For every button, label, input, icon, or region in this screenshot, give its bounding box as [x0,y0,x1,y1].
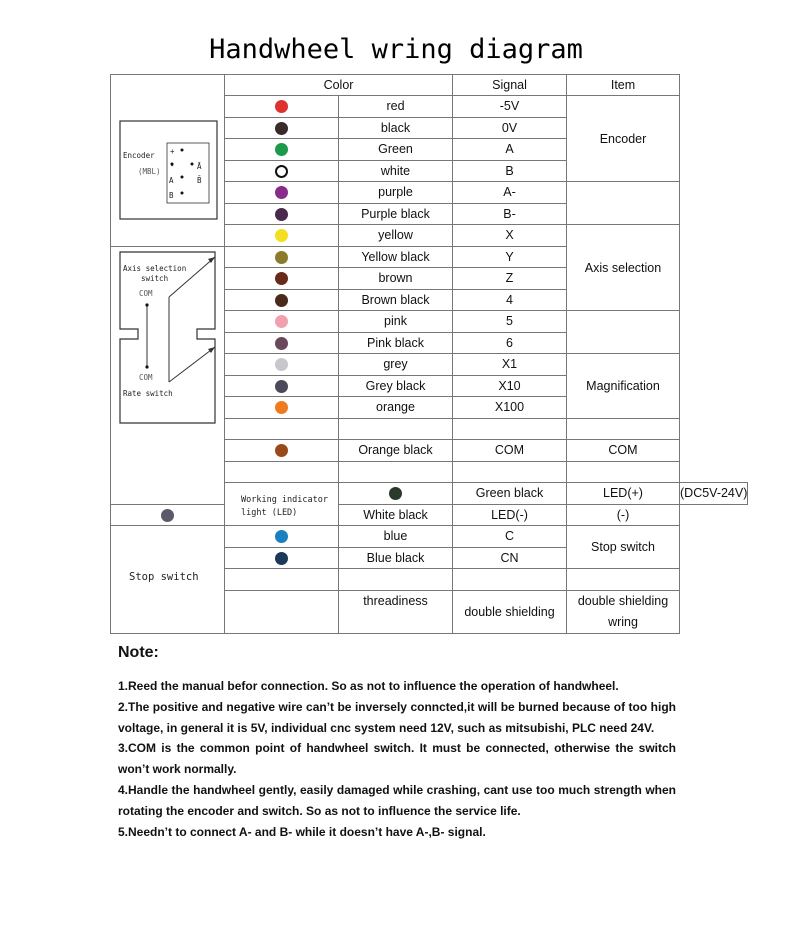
color-name: Pink black [339,332,453,354]
swatch-cell [225,117,339,139]
color-name: Blue black [339,547,453,569]
empty-cell [453,418,567,440]
group-magnification: Magnification [567,354,680,419]
signal: X10 [453,375,567,397]
yellow-black-wire-dot [275,251,288,264]
axis-com-top: COM [139,288,153,298]
empty-cell [453,569,567,591]
color-name: black [339,117,453,139]
pink-wire-dot [275,315,288,328]
color-name: brown [339,268,453,290]
note-title: Note: [118,644,159,661]
yellow-wire-dot [275,229,288,242]
item-empty [567,182,680,225]
working-indicator-label-2: light (LED) [241,508,298,518]
color-name: Yellow black [339,246,453,268]
signal: X1 [453,354,567,376]
empty-cell [339,569,453,591]
header-color: Color [225,75,453,96]
axis-diagram-label: Axis selection [123,263,187,273]
encoder-plus-label: + [170,146,175,156]
signal: LED(+) [567,483,680,505]
group-encoder: Encoder [567,96,680,182]
signal: double shielding [453,590,567,633]
swatch-cell [225,526,339,548]
encoder-b-label: B [169,190,174,200]
color-name: Green black [453,483,567,505]
signal: LED(-) [453,504,567,526]
signal: B- [453,203,567,225]
swatch-cell [225,139,339,161]
swatch-cell [225,160,339,182]
encoder-diagram-cell [111,75,225,247]
axis-diagram-label-2: switch [141,273,169,283]
note-item: 1.Reed the manual befor connection. So as not to influence the operation of handwheel. [118,679,619,693]
color-name: pink [339,311,453,333]
item-empty [567,311,680,354]
stop-switch-diagram-cell [111,526,225,634]
swatch-cell [225,289,339,311]
header-signal: Signal [453,75,567,96]
empty-cell [225,590,339,633]
empty-cell [339,418,453,440]
rate-switch-label: Rate switch [123,388,173,398]
working-indicator-cell [225,483,339,526]
swatch-cell [225,547,339,569]
color-name: Green [339,139,453,161]
swatch-cell [225,440,339,462]
empty-cell [567,418,680,440]
white-wire-dot [275,165,288,178]
table-row [111,504,748,526]
swatch-cell [225,375,339,397]
empty-cell [225,461,339,483]
group-axis-selection: Axis selection [567,225,680,311]
axis-com-bottom: COM [139,372,153,382]
item [567,590,680,633]
signal: B [453,160,567,182]
encoder-a-label: A [169,175,174,185]
item: (DC5V-24V) [680,483,748,505]
pink-black-wire-dot [275,337,288,350]
color-name: blue [339,526,453,548]
empty-cell [225,569,339,591]
page-title: Handwheel wring diagram [209,34,583,65]
note-item: 3.COM is the common point of handwheel switch. It must be connected, otherwise the switch won’t work normally. [118,741,676,777]
color-name: grey [339,354,453,376]
brown-wire-dot [275,272,288,285]
signal: Z [453,268,567,290]
color-name: purple [339,182,453,204]
green-black-wire-dot [389,487,402,500]
blue-black-wire-dot [275,552,288,565]
swatch-cell [225,225,339,247]
swatch-cell [111,504,225,526]
purple-black-wire-dot [275,208,288,221]
notes-list [118,676,676,842]
signal: Y [453,246,567,268]
black-wire-dot [275,122,288,135]
swatch-cell [339,483,453,505]
color-name: threadiness [339,590,453,633]
blue-wire-dot [275,530,288,543]
orange-black-wire-dot [275,444,288,457]
empty-cell [225,418,339,440]
note-item: 5.Needn’t to connect A- and B- while it doesn’t have A-,B- signal. [118,824,486,839]
swatch-cell [225,354,339,376]
white-black-wire-dot [161,509,174,522]
signal: A- [453,182,567,204]
empty-cell [567,569,680,591]
swatch-cell [225,246,339,268]
swatch-cell [225,203,339,225]
signal: CN [453,547,567,569]
signal: 4 [453,289,567,311]
header-item: Item [567,75,680,96]
signal: COM [453,440,567,462]
red-wire-dot [275,100,288,113]
encoder-minus-label: - [170,160,175,170]
group-stop-switch: Stop switch [567,526,680,569]
empty-cell [567,461,680,483]
swatch-cell [225,268,339,290]
table-row [111,526,748,548]
signal: A [453,139,567,161]
working-indicator-label: Working indicator [241,495,328,505]
swatch-cell [225,332,339,354]
grey-wire-dot [275,358,288,371]
color-name: Grey black [339,375,453,397]
signal: 5 [453,311,567,333]
wiring-table [110,74,748,634]
swatch-cell [225,96,339,118]
signal: 0V [453,117,567,139]
item: (-) [567,504,680,526]
swatch-cell [225,182,339,204]
note-item: 4.Handle the handwheel gently, easily damaged while crashing, cant use too much strength when rotating the encoder and switch. So as not to influence the service life. [118,782,676,818]
encoder-diagram-label: Encoder [123,150,155,160]
orange-wire-dot [275,401,288,414]
color-name: red [339,96,453,118]
signal: -5V [453,96,567,118]
signal: X100 [453,397,567,419]
item-text: double shielding wring [577,593,669,629]
table-header-row [111,75,748,96]
item: COM [567,440,680,462]
signal: 6 [453,332,567,354]
encoder-abar-label: Ā [197,161,202,171]
stop-switch-diagram-label: Stop switch [129,571,199,584]
color-name: Orange black [339,440,453,462]
grey-black-wire-dot [275,380,288,393]
color-name: Purple black [339,203,453,225]
encoder-bbar-label: B̄ [197,175,202,185]
swatch-cell [225,397,339,419]
note-item: 2.The positive and negative wire can’t be inversely conncted,it will be burned because of too high voltage, in general it is 5V, individual cnc system need 12V, such as mitsubishi, PLC need 24V. [118,699,676,735]
signal: X [453,225,567,247]
color-name: Brown black [339,289,453,311]
signal: C [453,526,567,548]
color-name: White black [339,504,453,526]
green-wire-dot [275,143,288,156]
brown-black-wire-dot [275,294,288,307]
encoder-mbl-label: (MBL) [138,166,161,176]
swatch-cell [225,311,339,333]
color-name: yellow [339,225,453,247]
color-name: white [339,160,453,182]
empty-cell [453,461,567,483]
purple-wire-dot [275,186,288,199]
empty-cell [339,461,453,483]
color-name: orange [339,397,453,419]
axis-diagram-cell [111,246,225,504]
